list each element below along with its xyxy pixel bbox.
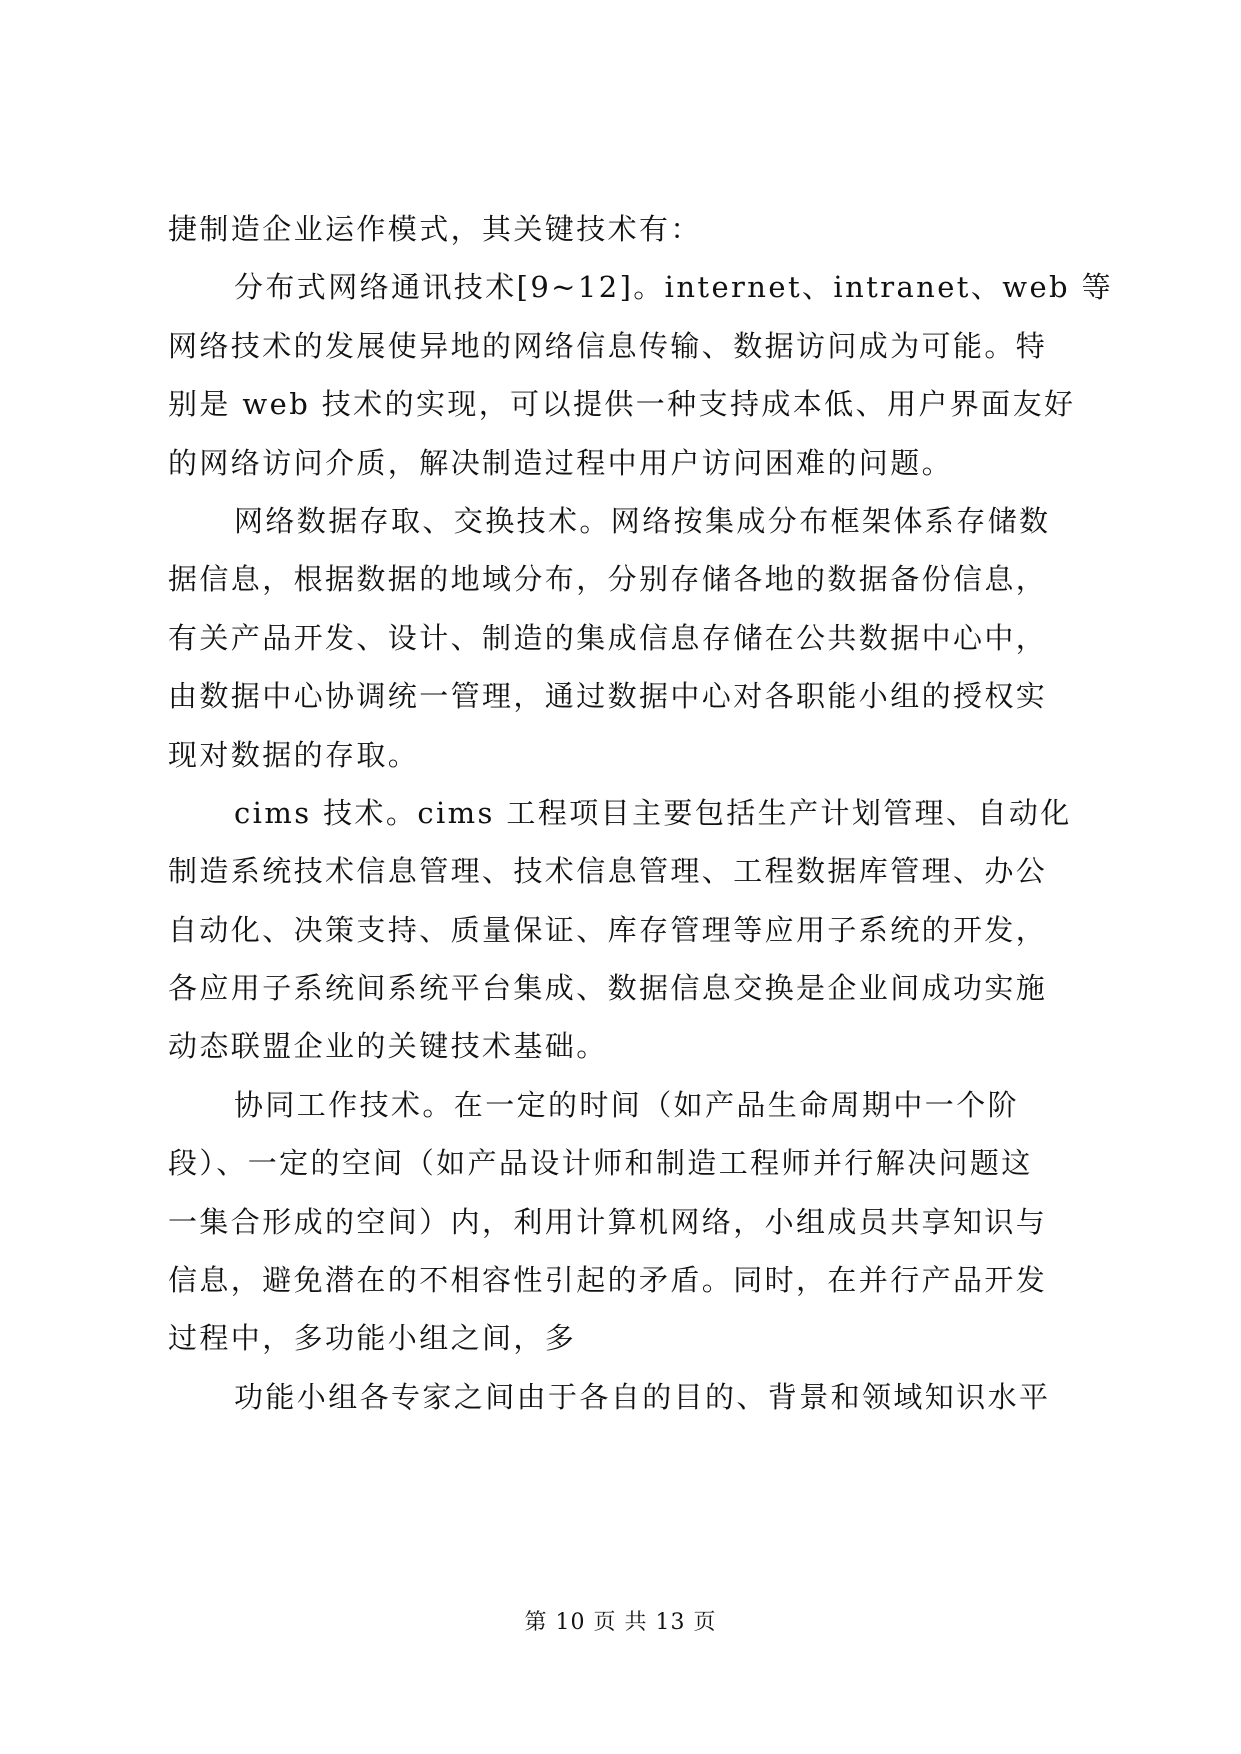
text-line-3: 网络技术的发展使异地的网络信息传输、数据访问成为可能。特 <box>168 328 1048 363</box>
text-line-10: 现对数据的存取。 <box>168 737 420 772</box>
text-line-17: 段）、一定的空间（如产品设计师和制造工程师并行解决问题这 <box>168 1146 1033 1181</box>
text-line-6: 网络数据存取、交换技术。网络按集成分布框架体系存储数 <box>234 503 1051 538</box>
text-line-15: 动态联盟企业的关键技术基础。 <box>168 1029 608 1064</box>
text-line-9: 由数据中心协调统一管理，通过数据中心对各职能小组的授权实 <box>168 679 1048 714</box>
text-line-19: 信息，避免潜在的不相容性引起的矛盾。同时，在并行产品开发 <box>168 1263 1048 1298</box>
text-line-14: 各应用子系统间系统平台集成、数据信息交换是企业间成功实施 <box>168 971 1048 1006</box>
text-line-12: 制造系统技术信息管理、技术信息管理、工程数据库管理、办公 <box>168 854 1048 889</box>
text-line-18: 一集合形成的空间）内，利用计算机网络，小组成员共享知识与 <box>168 1204 1048 1239</box>
text-line-2: 分布式网络通讯技术[9~12]。internet、intranet、web 等 <box>234 270 1114 305</box>
page-footer: 第 10 页 共 13 页 <box>524 1610 717 1635</box>
text-line-8: 有关产品开发、设计、制造的集成信息存储在公共数据中心中， <box>168 620 1048 655</box>
text-line-21: 功能小组各专家之间由于各自的目的、背景和领域知识水平 <box>234 1379 1051 1414</box>
body-text <box>168 200 1114 1426</box>
text-line-5: 的网络访问介质，解决制造过程中用户访问困难的问题。 <box>168 445 954 480</box>
text-line-4: 别是 web 技术的实现，可以提供一种支持成本低、用户界面友好 <box>168 387 1076 422</box>
text-line-16: 协同工作技术。在一定的时间（如产品生命周期中一个阶 <box>234 1087 1020 1122</box>
text-line-13: 自动化、决策支持、质量保证、库存管理等应用子系统的开发， <box>168 912 1048 947</box>
text-line-1: 捷制造企业运作模式，其关键技术有： <box>168 212 702 246</box>
text-line-11: cims 技术。cims 工程项目主要包括生产计划管理、自动化 <box>234 795 1072 830</box>
text-line-7: 据信息，根据数据的地域分布，分别存储各地的数据备份信息， <box>168 562 1048 597</box>
text-line-20: 过程中，多功能小组之间，多 <box>168 1321 577 1356</box>
